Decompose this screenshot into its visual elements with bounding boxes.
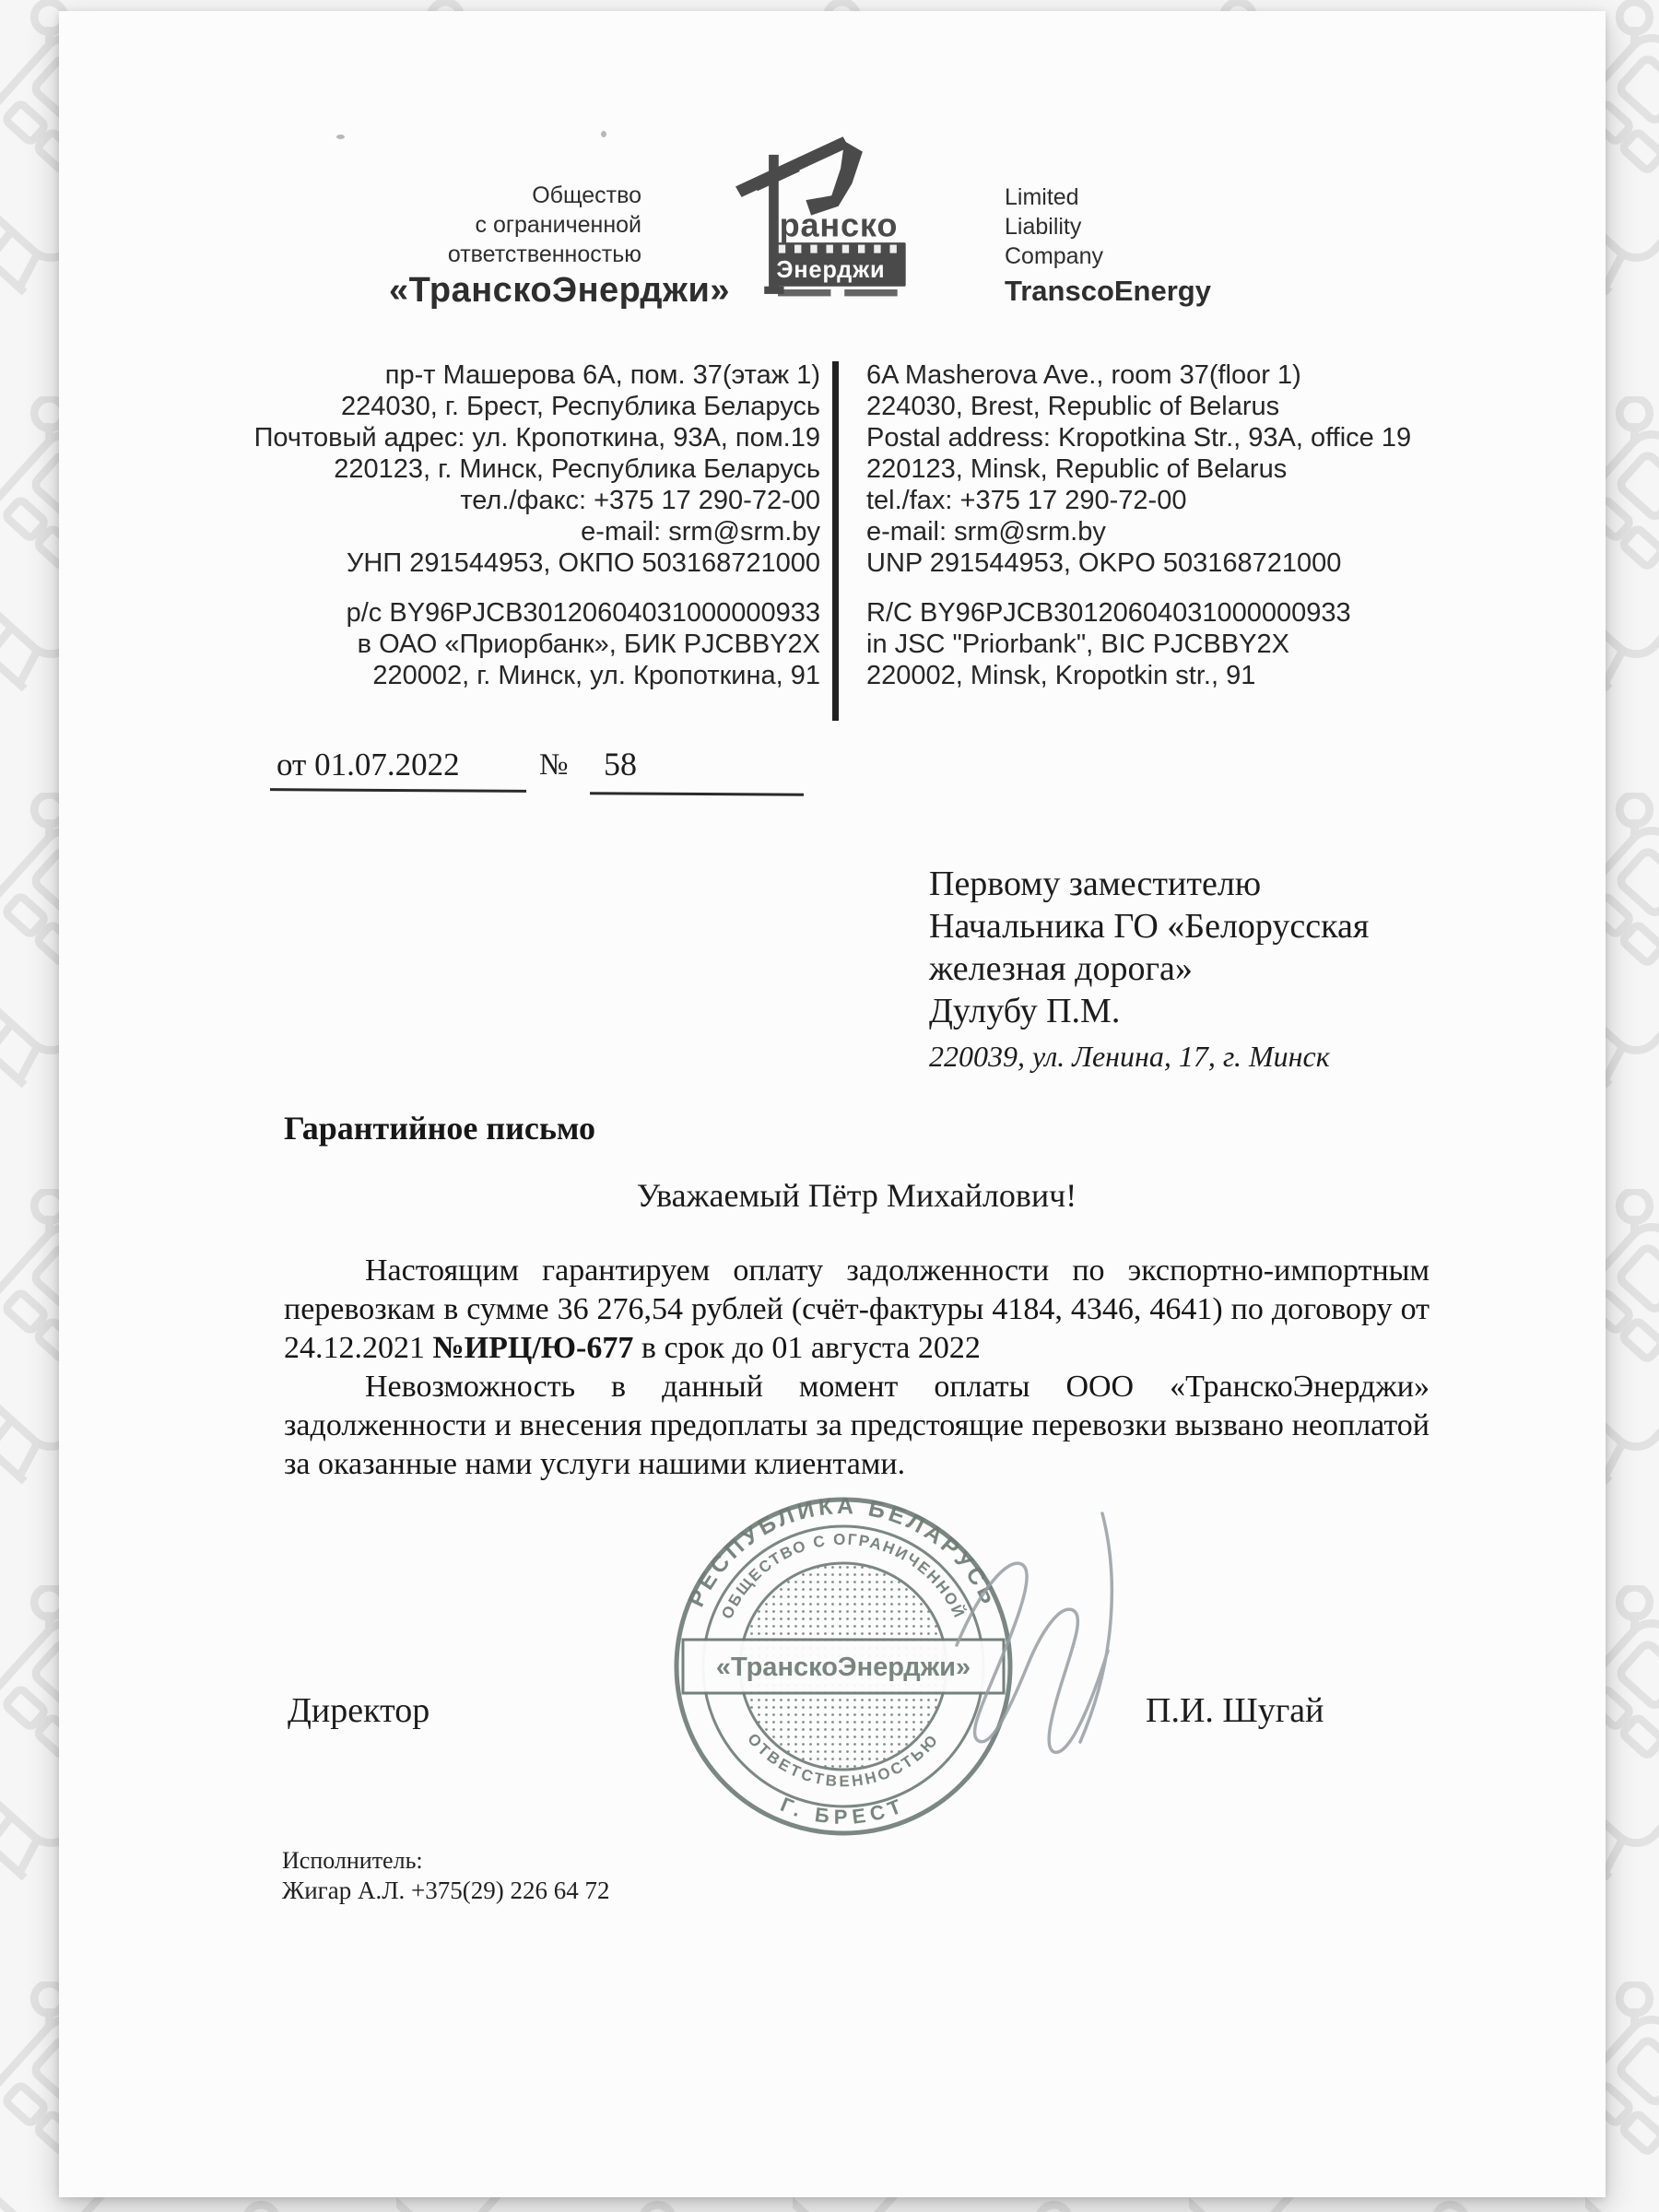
body-paragraph-1 (284, 1252, 1430, 1368)
bank-en-line: in JSC "Priorbank", BIC PJCBBY2X (866, 629, 1289, 659)
company-name-en: TranscoEnergy (1005, 275, 1211, 307)
letterhead-divider (832, 361, 839, 721)
company-logo (731, 129, 943, 311)
bank-en-block (866, 597, 1475, 691)
addressee-line: Первому заместителю (929, 865, 1262, 903)
addressee-address: 220039, ул. Ленина, 17, г. Минск (929, 1040, 1330, 1073)
letter-body (284, 1252, 1430, 1484)
stamp-text-republic: РЕСПУБЛИКА БЕЛАРУСЬ (683, 1493, 1004, 1611)
svg-text:Г. БРЕСТ (777, 1793, 909, 1829)
company-name-ru-block (276, 181, 730, 311)
addressee-block (929, 863, 1464, 1074)
company-form-ru-line2: с ограниченной (475, 212, 641, 238)
company-form-en-line1: Limited (1005, 184, 1079, 210)
bank-ru-block (212, 597, 820, 691)
company-name-ru: «ТранскоЭнерджи» (388, 271, 730, 310)
company-name-en-block (1005, 182, 1211, 308)
body-p1-tail: в срок до 01 августа 2022 (633, 1331, 981, 1365)
signer-title: Директор (288, 1691, 430, 1730)
body-paragraph-2: Невозможность в данный момент оплаты ООО «ТранскоЭнерджи» задолженности и внесения предоплаты за предстоящие перевозки вызвано неоплатой за оказанные нами услуги нашими клиентами. (284, 1370, 1430, 1481)
bank-ru-line: р/с BY96PJCB30120604031000000933 (346, 598, 820, 628)
addressee-line: Начальника ГО «Белорусская (929, 907, 1370, 946)
address-ru-line: Почтовый адрес: ул. Кропоткина, 93А, пом.19 (253, 423, 820, 453)
signer-name: П.И. Шугай (1146, 1691, 1324, 1730)
address-ru-line: УНП 291544953, ОКПО 503168721000 (347, 548, 820, 578)
logo-text-energy: Энерджи (776, 256, 886, 283)
address-ru-line: 224030, г. Брест, Республика Беларусь (340, 392, 820, 421)
address-en-line: 220123, Minsk, Republic of Belarus (866, 454, 1288, 484)
body-p1-text: Настоящим гарантируем оплату задолженности по экспортно-импортным перевозкам в сумме 36 276,54 рублей (счёт-фактуры 4184, 4346, 4641) по договору от 24.12.2021 (284, 1253, 1430, 1365)
address-en-block (866, 359, 1475, 579)
address-en-line: tel./fax: +375 17 290-72-00 (866, 486, 1187, 515)
bank-ru-line: в ОАО «Приорбанк», БИК PJCBBY2X (357, 629, 820, 659)
stamp-text-otvetstvennost: ОТВЕТСТВЕННОСТЬЮ (744, 1730, 943, 1791)
address-ru-line: тел./факс: +375 17 290-72-00 (460, 486, 820, 515)
address-en-line: 6A Masherova Ave., room 37(floor 1) (866, 360, 1301, 390)
handwritten-signature (922, 1475, 1198, 1770)
executor-label: Исполнитель: (282, 1847, 423, 1874)
addressee-line: Дулубу П.М. (929, 992, 1121, 1030)
address-ru-line: пр-т Машерова 6А, пом. 37(этаж 1) (384, 360, 820, 390)
stamp-text-ooo: ОБЩЕСТВО С ОГРАНИЧЕННОЙ (718, 1530, 969, 1622)
letter-number: 58 (604, 746, 637, 782)
contract-number: №ИРЦ/Ю-677 (432, 1331, 634, 1365)
scan-speck (601, 131, 606, 137)
address-ru-line: 220123, г. Минск, Республика Беларусь (334, 454, 820, 484)
stamp-text-city: Г. БРЕСТ (777, 1793, 910, 1829)
scan-speck (336, 135, 345, 139)
stamp-text-company: «ТранскоЭнерджи» (715, 1653, 971, 1682)
salutation: Уважаемый Пётр Михайлович! (636, 1177, 1077, 1214)
address-ru-line: e-mail: srm@srm.by (581, 517, 820, 547)
bank-en-line: 220002, Minsk, Kropotkin str., 91 (866, 661, 1256, 690)
letter-date: от 01.07.2022 (276, 747, 460, 782)
address-en-line: e-mail: srm@srm.by (866, 517, 1106, 547)
address-en-line: UNP 291544953, OKPO 503168721000 (866, 548, 1342, 578)
bank-ru-line: 220002, г. Минск, ул. Кропоткина, 91 (372, 661, 820, 690)
executor-contact: Жигар А.Л. +375(29) 226 64 72 (282, 1877, 610, 1904)
bank-en-line: R/C BY96PJCB30120604031000000933 (866, 598, 1351, 628)
company-form-en-line2: Liability (1005, 214, 1082, 240)
letter-subject: Гарантийное письмо (284, 1110, 595, 1147)
address-en-line: 224030, Brest, Republic of Belarus (866, 392, 1280, 421)
address-ru-block (212, 359, 820, 579)
address-en-line: Postal address: Kropotkina Str., 93A, office 19 (866, 423, 1412, 453)
company-form-en-line3: Company (1005, 243, 1103, 269)
addressee-line: железная дорога» (929, 949, 1193, 988)
company-form-ru-line3: ответственностью (447, 241, 641, 267)
company-form-ru-line1: Общество (532, 182, 641, 208)
logo-text-transko: ранско (779, 206, 899, 244)
number-sign: № (539, 748, 569, 782)
